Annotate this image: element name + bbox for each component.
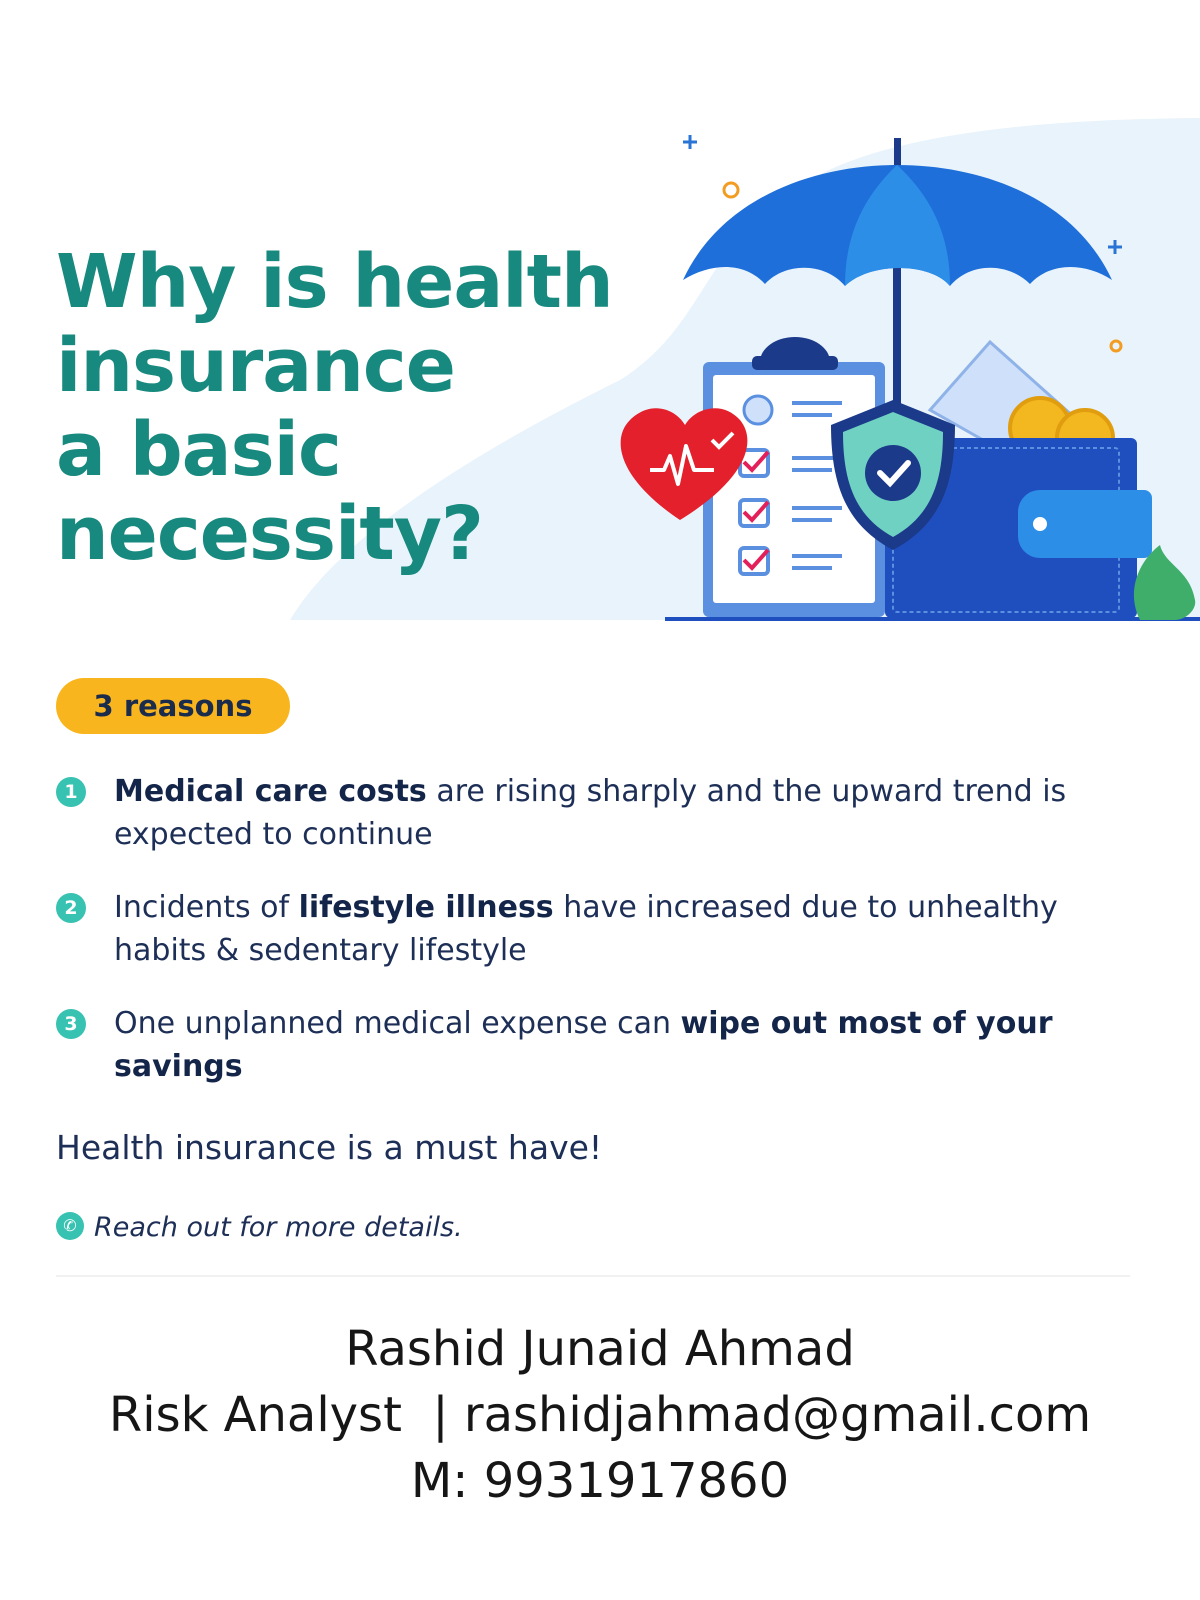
phone-icon: ✆ — [56, 1212, 84, 1240]
number-badge: 1 — [56, 777, 86, 807]
contact-name: Rashid Junaid Ahmad — [345, 1321, 855, 1377]
reason-highlight: Medical care costs — [114, 774, 427, 809]
must-have-text: Health insurance is a must have! — [56, 1128, 603, 1167]
reason-text: Incidents of — [114, 890, 299, 925]
insurance-illustration — [600, 120, 1200, 630]
reason-text: One unplanned medical expense can — [114, 1006, 681, 1041]
reach-out-text: Reach out for more details. — [94, 1212, 463, 1243]
reason-text: are rising sharply and the upward trend is expected to continue — [114, 774, 1067, 852]
contact-role-email[interactable]: Risk Analyst | rashidjahmad@gmail.com — [108, 1387, 1092, 1443]
list-item — [56, 886, 1146, 972]
reasons-badge: 3 reasons — [56, 678, 290, 734]
list-item — [56, 1002, 1146, 1088]
contact-phone[interactable]: M: 9931917860 — [410, 1453, 790, 1509]
reasons-list — [56, 770, 1146, 1118]
page-title: Why is health insurance a basic necessity? — [56, 239, 613, 577]
reason-text: have increased due to unhealthy habits & sedentary lifestyle — [114, 890, 1058, 968]
number-badge: 3 — [56, 1009, 86, 1039]
list-item — [56, 770, 1146, 856]
contact-block — [0, 1316, 1200, 1514]
reason-highlight: lifestyle illness — [298, 890, 554, 925]
divider — [56, 1275, 1130, 1277]
reach-out-link[interactable] — [56, 1212, 463, 1243]
reason-highlight: wipe out most of your savings — [114, 1006, 1053, 1084]
number-badge: 2 — [56, 893, 86, 923]
